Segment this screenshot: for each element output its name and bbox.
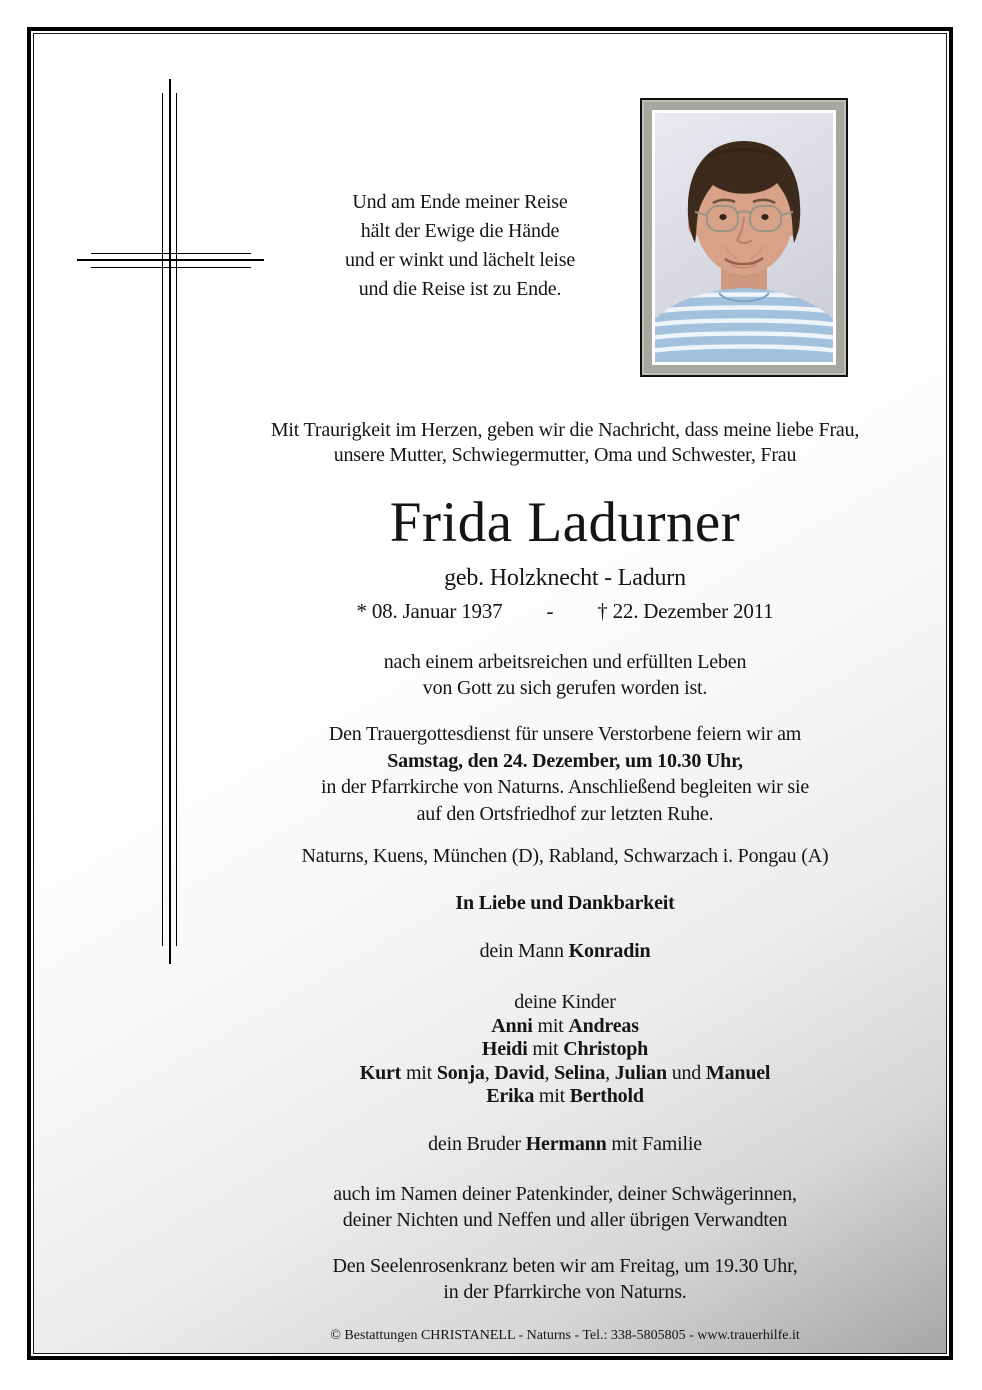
birth-date: * 08. Januar 1937 <box>356 599 503 623</box>
cross-horizontal-thin-top-line <box>91 253 251 254</box>
dates-separator: - <box>546 599 554 623</box>
deceased-birth-name: geb. Holzknecht - Ladurn <box>444 565 686 591</box>
deceased-name: Frida Ladurner <box>389 491 741 554</box>
announcement-text <box>155 418 947 468</box>
life-dates <box>155 597 947 625</box>
mourner-husband: dein Mann Konradin <box>479 940 651 962</box>
rosary-info <box>155 1253 947 1305</box>
cross-horizontal-thin-bottom-line <box>91 267 251 268</box>
service-line: auf den Ortsfriedhof zur letzten Ruhe. <box>416 802 714 825</box>
service-line: in der Pfarrkirche von Naturns. Anschließend begleiten wir sie <box>320 776 809 798</box>
passing-line: von Gott zu sich gerufen worden ist. <box>422 677 708 699</box>
death-date: † 22. Dezember 2011 <box>597 599 774 623</box>
mourners-children <box>155 991 947 1109</box>
poem-line: hält der Ewige die Hände <box>360 220 560 242</box>
passing-line: nach einem arbeitsreichen und erfüllten Leben <box>383 651 747 673</box>
child-row: Heidi mit Christoph <box>481 1038 649 1060</box>
portrait-photo-mat <box>644 102 844 373</box>
child-row: Kurt mit Sonja, David, Selina, Julian und Manuel <box>359 1061 771 1084</box>
announcement-line: Mit Traurigkeit im Herzen, geben wir die Nachricht, dass meine liebe Frau, <box>270 419 860 441</box>
closing-phrase: In Liebe und Dankbarkeit <box>455 892 675 914</box>
children-heading: deine Kinder <box>514 991 616 1013</box>
funeral-home-footer: © Bestattungen CHRISTANELL - Naturns - Tel.: 338-5805805 - www.trauerhilfe.it <box>330 1328 800 1343</box>
portrait-photo-frame <box>640 98 848 377</box>
rosary-line: in der Pfarrkirche von Naturns. <box>443 1281 687 1303</box>
extended-line: auch im Namen deiner Patenkinder, deiner Schwägerinnen, <box>333 1183 797 1205</box>
extended-family-text <box>155 1181 947 1233</box>
child-row: Anni mit Andreas <box>491 1014 639 1037</box>
announcement-line: unsere Mutter, Schwiegermutter, Oma und Schwester, Frau <box>333 444 797 466</box>
service-datetime-line: Samstag, den 24. Dezember, um 10.30 Uhr, <box>387 749 743 772</box>
card-outer-border <box>27 27 953 1360</box>
cross-horizontal-main-line <box>77 259 264 261</box>
card-inner-area <box>33 33 947 1354</box>
extended-line: deiner Nichten und Neffen und aller übrigen Verwandten <box>342 1209 788 1231</box>
poem-line: und die Reise ist zu Ende. <box>358 278 562 300</box>
funeral-service-info <box>155 721 947 827</box>
poem-line: Und am Ende meiner Reise <box>352 191 568 213</box>
poem-line: und er winkt und lächelt leise <box>344 249 576 271</box>
child-row: Erika mit Berthold <box>486 1085 644 1107</box>
service-line: Den Trauergottesdienst für unsere Verstorbene feiern wir am <box>328 723 802 745</box>
portrait-photo <box>655 113 833 362</box>
rosary-line: Den Seelenrosenkranz beten wir am Freitag, um 19.30 Uhr, <box>332 1255 798 1277</box>
mourning-places: Naturns, Kuens, München (D), Rabland, Schwarzach i. Pongau (A) <box>301 845 829 867</box>
farewell-poem <box>250 188 670 304</box>
passing-text <box>155 649 947 701</box>
mourner-brother: dein Bruder Hermann mit Familie <box>428 1133 702 1155</box>
